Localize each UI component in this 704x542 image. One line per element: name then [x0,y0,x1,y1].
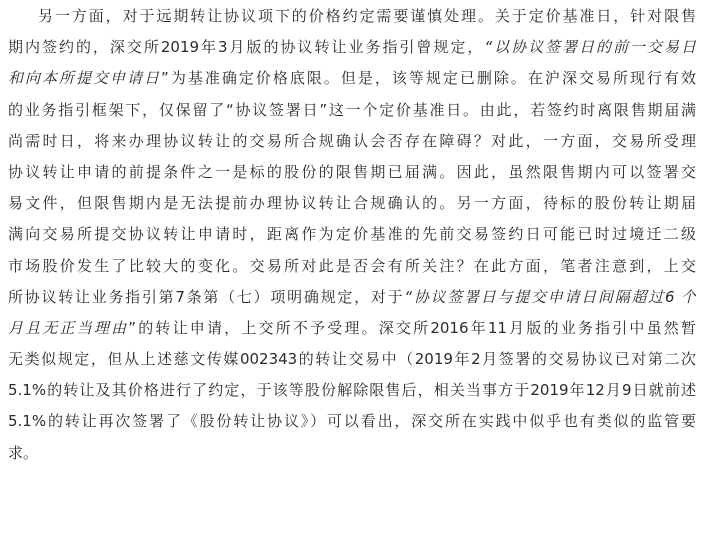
italic-quote: “协议签署日与提交申请日间隔超过6 个 [404,287,696,306]
text-line [8,1,696,32]
text-line [8,63,696,94]
text-run: ”为基准确定价格底限。但是，该等规定已删除。在沪深交易所现行有效 [161,69,696,88]
text-run: 期内签约的，深交所2019年3月版的协议转让业务指引曾规定， [8,38,485,57]
italic-quote: 月且无正当理由 [8,318,129,337]
text-run: 另一方面，对于远期转让协议项下的价格约定需要谨慎处理。关于定价基准日，针对限售 [38,7,696,25]
text-line [8,438,696,469]
text-line [8,251,696,282]
text-run: 市场股价发生了比较大的变化。交易所对此是否会有所关注？在此方面，笔者注意到，上交 [8,256,696,275]
text-line [8,282,696,313]
text-run: 满向交易所提交协议转让申请时，距离作为定价基准的先前交易签约日可能已时过境迁二级 [8,225,696,244]
text-line [8,406,696,437]
text-line [8,313,696,344]
text-line [8,126,696,157]
text-line [8,32,696,63]
text-run: 易文件，但限售期内是无法提前办理协议转让合规确认的。另一方面，待标的股份转让期届 [8,194,696,213]
text-run: ”的转让申请，上交所不予受理。深交所2016年11月版的业务指引中虽然暂 [128,318,696,337]
text-run: 协议转让申请的前提条件之一是标的股份的限售期已届满。因此，虽然限售期内可以签署交 [8,162,696,181]
text-line [8,219,696,250]
text-line [8,157,696,188]
text-run: 无类似规定，但从上述慈文传媒002343的转让交易中（2019年2月签署的交易协议已对第二次 [8,350,696,369]
text-line [8,344,696,375]
text-line [8,188,696,219]
text-run: 求。 [8,443,39,462]
text-run: 5.1%的转让及其价格进行了约定，于该等股份解除限售后，相关当事方于2019年12月9日就前述 [8,381,696,400]
italic-quote: 和向本所提交申请日 [8,69,162,88]
text-run: 尚需时日，将来办理协议转让的交易所合规确认会否存在障碍？对此，一方面，交易所受理 [8,131,696,150]
text-line [8,375,696,406]
body-paragraph [8,1,696,469]
text-line [8,95,696,126]
italic-quote: “以协议签署日的前一交易日 [484,38,696,57]
text-run: 的业务指引框架下，仅保留了“协议签署日”这一个定价基准日。由此，若签约时离限售期届满 [8,100,696,119]
text-run: 所协议转让业务指引第7条第（七）项明确规定，对于 [8,287,405,306]
text-run: 5.1%的转让再次签署了《股份转让协议》）可以看出，深交所在实践中似乎也有类似的监管要 [8,412,696,431]
